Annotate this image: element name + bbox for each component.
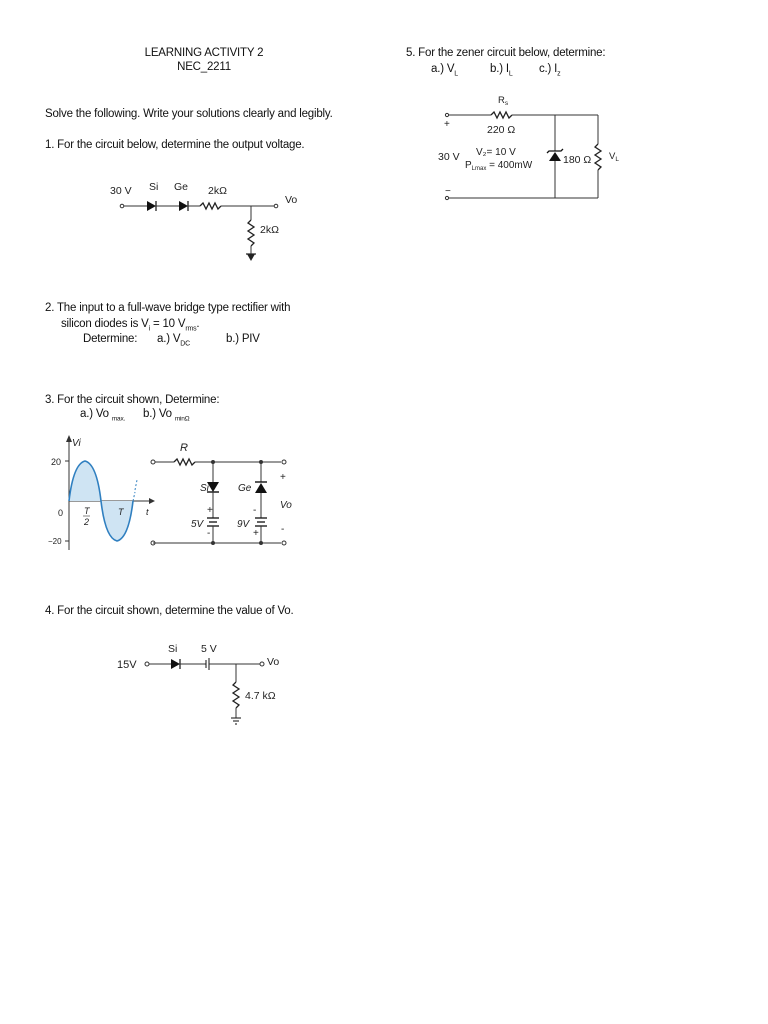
resistor-icon [491,112,512,118]
resistor-icon [595,144,601,170]
resistor-label: 4.7 kΩ [245,690,276,702]
question-4-text: 4. For the circuit shown, determine the value of Vo. [45,605,294,617]
rs-label: $R_s$ [498,95,509,107]
question-3-part-b: b.) Vo $_{min\Omega}$ [143,408,190,423]
si-label: Si [149,181,159,193]
question-2-line2: silicon diodes is $V_i = 10$ $V_{rms}$. [61,318,200,333]
tick-half-period-num: T [84,506,90,516]
question-2-line1: 2. The input to a full-wave bridge type rectifier with [45,302,291,314]
course-code: NEC_2211 [177,61,231,73]
source-label: 30 V [110,185,132,197]
tick-period: T [118,507,124,517]
question-5-circuit [432,90,632,210]
y-tick-0: 0 [58,508,64,518]
ge-diode-icon [179,201,188,211]
source-label: 15V [117,659,137,671]
resistor-icon [248,220,254,246]
question-1-circuit [100,176,320,276]
y-tick-neg20: −20 [48,537,62,546]
question-2-part-a: a.) $V_{DC}$ [157,333,191,348]
plus-sign: + [253,528,259,539]
minus-sign: - [281,524,285,535]
vi-label: Vi [72,438,81,449]
si-label: Si [200,483,209,494]
question-5-part-b: b.) $I_L$ [490,63,513,78]
si-diode-icon [147,201,156,211]
r-label: R [180,442,188,454]
question-5-text: 5. For the zener circuit below, determine: [406,47,606,59]
ge-label: Ge [238,483,252,494]
battery-label: 5 V [201,643,217,655]
r1-label: 2kΩ [208,185,227,197]
rl-label: 180 Ω [563,154,592,166]
minus-sign: - [207,528,211,539]
vo-label: Vo [267,656,280,668]
y-tick-20: 20 [51,457,62,467]
resistor-icon [200,203,221,209]
plus-sign: + [207,505,213,516]
si-label: Si [168,643,178,655]
question-5-part-a: a.) $V_L$ [431,63,458,78]
plus-sign: + [444,119,450,130]
input-waveform [45,432,165,557]
si-diode-icon [171,659,180,669]
question-4-circuit [110,638,300,738]
pz-label: $P_{Lmax} = 400mW$ [465,160,533,172]
vo-label: Vo [285,194,298,206]
time-axis-label: t [146,507,149,517]
page-title: LEARNING ACTIVITY 2 [144,47,264,59]
zener-diode-icon [549,152,561,161]
minus-sign: - [253,505,257,516]
vl-label: $V_L$ [609,151,619,163]
ge-label: Ge [174,181,189,193]
question-5-part-c: c.) $I_z$ [539,63,561,78]
rs-value: 220 Ω [487,124,516,136]
vo-label: Vo [280,500,292,511]
question-3-part-a: a.) Vo $_{max.}$ [80,408,126,423]
minus-sign: − [445,186,451,197]
r2-label: 2kΩ [260,224,279,236]
question-2-part-b: b.) PIV [226,333,260,345]
tick-half-period-den: 2 [84,517,90,527]
vz-label: V₂= 10 V [476,147,516,158]
question-1-text: 1. For the circuit below, determine the output voltage. [45,139,305,151]
ge-diode-icon [255,483,267,493]
question-2-determine: Determine: [83,333,138,345]
plus-sign: + [280,472,286,483]
instructions: Solve the following. Write your solutions clearly and legibly. [45,108,333,120]
source-label: 30 V [438,151,460,163]
battery-9v-label: 9V [237,519,250,530]
battery-5v-label: 5V [191,519,204,530]
resistor-icon [233,682,239,708]
resistor-icon [174,459,195,465]
question-3-text: 3. For the circuit shown, Determine: [45,394,220,406]
question-3-circuit [150,436,300,551]
